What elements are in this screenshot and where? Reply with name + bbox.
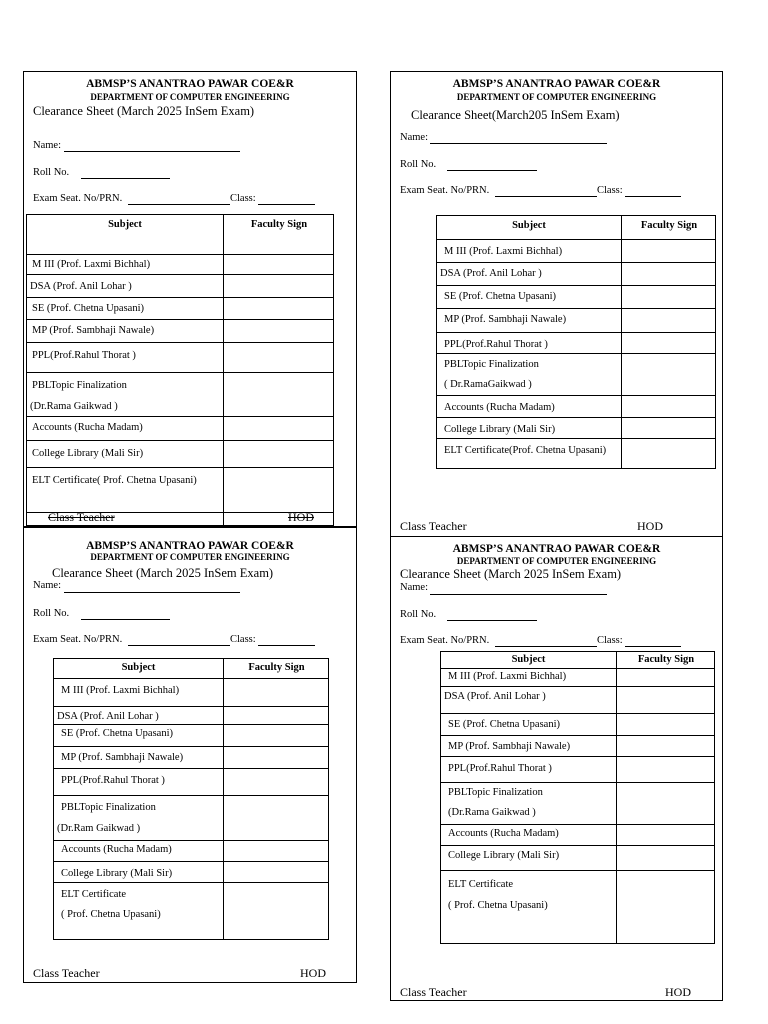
table-row: PBLTopic Finalization (Dr.Rama Gaikwad ) — [441, 783, 714, 825]
institute-name: ABMSP’S ANANTRAO PAWAR COE&R — [86, 540, 294, 552]
table-row: PBLTopic Finalization (Dr.Rama Gaikwad ) — [27, 373, 333, 417]
class-teacher-label: Class Teacher — [400, 985, 467, 999]
table-row: PPL(Prof.Rahul Thorat ) — [437, 333, 715, 354]
faculty-sign-header: Faculty Sign — [637, 654, 695, 665]
table-row: Accounts (Rucha Madam) — [54, 841, 328, 862]
roll-label: Roll No. — [33, 167, 70, 178]
table-row: PBLTopic Finalization ( Dr.RamaGaikwad ) — [437, 354, 715, 396]
table-row: PPL(Prof.Rahul Thorat ) — [54, 769, 328, 796]
clearance-sheet-2 — [390, 71, 723, 537]
class-line — [625, 646, 681, 647]
name-line — [430, 143, 607, 144]
department-name: DEPARTMENT OF COMPUTER ENGINEERING — [456, 556, 657, 566]
clearance-table — [53, 658, 329, 940]
roll-line — [81, 619, 170, 620]
roll-line — [447, 620, 537, 621]
clearance-table — [436, 215, 716, 469]
seat-label: Exam Seat. No/PRN. — [33, 193, 123, 204]
faculty-sign-header: Faculty Sign — [250, 219, 308, 230]
table-row: DSA (Prof. Anil Lohar ) — [437, 263, 715, 286]
table-row: PPL(Prof.Rahul Thorat ) — [441, 757, 714, 783]
name-label: Name: — [33, 140, 61, 151]
table-row: MP (Prof. Sambhaji Nawale) — [437, 309, 715, 333]
institute-name: ABMSP’S ANANTRAO PAWAR COE&R — [452, 78, 661, 90]
table-header-row — [27, 215, 333, 255]
faculty-sign-header: Faculty Sign — [248, 662, 305, 673]
clearance-sheet-1 — [23, 71, 357, 527]
class-line — [258, 645, 315, 646]
table-row: Accounts (Rucha Madam) — [437, 396, 715, 418]
table-row: M III (Prof. Laxmi Bichhal) — [437, 240, 715, 263]
class-label: Class: — [597, 185, 623, 196]
table-row: SE (Prof. Chetna Upasani) — [441, 714, 714, 736]
class-line — [258, 204, 315, 205]
name-label: Name: — [33, 580, 61, 591]
table-row: College Library (Mali Sir) — [437, 418, 715, 439]
faculty-sign-header: Faculty Sign — [640, 220, 698, 231]
table-row: MP (Prof. Sambhaji Nawale) — [27, 320, 333, 343]
table-row: ELT Certificate ( Prof. Chetna Upasani) — [61, 889, 161, 920]
table-row: College Library (Mali Sir) — [54, 862, 328, 883]
seat-line — [495, 646, 597, 647]
table-row: MP (Prof. Sambhaji Nawale) — [54, 747, 328, 769]
seat-label: Exam Seat. No/PRN. — [400, 635, 490, 646]
class-label: Class: — [230, 193, 256, 204]
department-name: DEPARTMENT OF COMPUTER ENGINEERING — [456, 92, 657, 102]
table-row: M III (Prof. Laxmi Bichhal) — [54, 679, 328, 707]
table-row: SE (Prof. Chetna Upasani) — [437, 286, 715, 309]
table-header-row — [441, 652, 714, 669]
name-line — [64, 151, 240, 152]
clearance-sheet-4 — [390, 536, 723, 1001]
name-line — [430, 594, 607, 595]
roll-label: Roll No. — [33, 608, 70, 619]
seat-line — [128, 645, 230, 646]
table-row: DSA (Prof. Anil Lohar ) — [27, 275, 333, 298]
roll-line — [81, 178, 170, 179]
table-row: SE (Prof. Chetna Upasani) — [54, 725, 328, 747]
table-row: College Library (Mali Sir) — [27, 441, 333, 468]
table-row: M III (Prof. Laxmi Bichhal) — [441, 669, 714, 687]
table-row: M III (Prof. Laxmi Bichhal) — [27, 255, 333, 275]
hod-label: HOD — [665, 985, 691, 999]
table-row: DSA (Prof. Anil Lohar ) — [54, 707, 328, 725]
class-teacher-label: Class Teacher — [400, 519, 467, 533]
class-label: Class: — [597, 635, 623, 646]
class-label: Class: — [230, 634, 256, 645]
table-row: DSA (Prof. Anil Lohar ) — [441, 687, 714, 714]
class-teacher-label: Class Teacher — [33, 966, 100, 980]
sheet-title: Clearance Sheet (March 2025 InSem Exam) — [33, 104, 255, 118]
department-name: DEPARTMENT OF COMPUTER ENGINEERING — [90, 92, 290, 102]
table-row: ELT Certificate ( Prof. Chetna Upasani) — [448, 879, 548, 911]
sheet-title: Clearance Sheet (March 2025 InSem Exam) — [400, 567, 622, 581]
clearance-table — [26, 214, 334, 526]
hod-label: HOD — [300, 966, 326, 980]
roll-label: Roll No. — [400, 159, 437, 170]
subject-header: Subject — [108, 219, 142, 230]
seat-label: Exam Seat. No/PRN. — [33, 634, 123, 645]
seat-line — [128, 204, 230, 205]
roll-label: Roll No. — [400, 609, 437, 620]
table-row: College Library (Mali Sir) — [441, 846, 714, 871]
seat-label: Exam Seat. No/PRN. — [400, 185, 490, 196]
class-line — [625, 196, 681, 197]
subject-header: Subject — [121, 662, 156, 673]
table-row: ELT Certificate( Prof. Chetna Upasani) — [27, 468, 333, 513]
table-row: PBLTopic Finalization (Dr.Ram Gaikwad ) — [54, 796, 328, 841]
roll-line — [447, 170, 537, 171]
name-line — [64, 592, 240, 593]
clearance-sheet-3 — [23, 527, 357, 983]
sheet-title: Clearance Sheet(March205 InSem Exam) — [411, 108, 620, 122]
table-header-row — [437, 216, 715, 240]
department-name: DEPARTMENT OF COMPUTER ENGINEERING — [90, 552, 290, 562]
clearance-table — [440, 651, 715, 944]
hod-label: HOD — [637, 519, 663, 533]
name-label: Name: — [400, 132, 428, 143]
name-label: Name: — [400, 582, 428, 593]
seat-line — [495, 196, 597, 197]
class-teacher-label: Class Teacher — [48, 510, 115, 524]
institute-name: ABMSP’S ANANTRAO PAWAR COE&R — [86, 78, 294, 90]
table-row: MP (Prof. Sambhaji Nawale) — [441, 736, 714, 757]
table-row: PPL(Prof.Rahul Thorat ) — [27, 343, 333, 373]
subject-header: Subject — [511, 654, 546, 665]
table-header-row — [54, 659, 328, 679]
table-row: SE (Prof. Chetna Upasani) — [27, 298, 333, 320]
table-row: Accounts (Rucha Madam) — [441, 825, 714, 846]
sheet-title: Clearance Sheet (March 2025 InSem Exam) — [52, 566, 274, 580]
table-row: Accounts (Rucha Madam) — [27, 417, 333, 441]
table-row: ELT Certificate(Prof. Chetna Upasani) — [444, 445, 607, 456]
hod-label: HOD — [288, 510, 314, 524]
institute-name: ABMSP’S ANANTRAO PAWAR COE&R — [452, 543, 661, 555]
subject-header: Subject — [512, 220, 546, 231]
